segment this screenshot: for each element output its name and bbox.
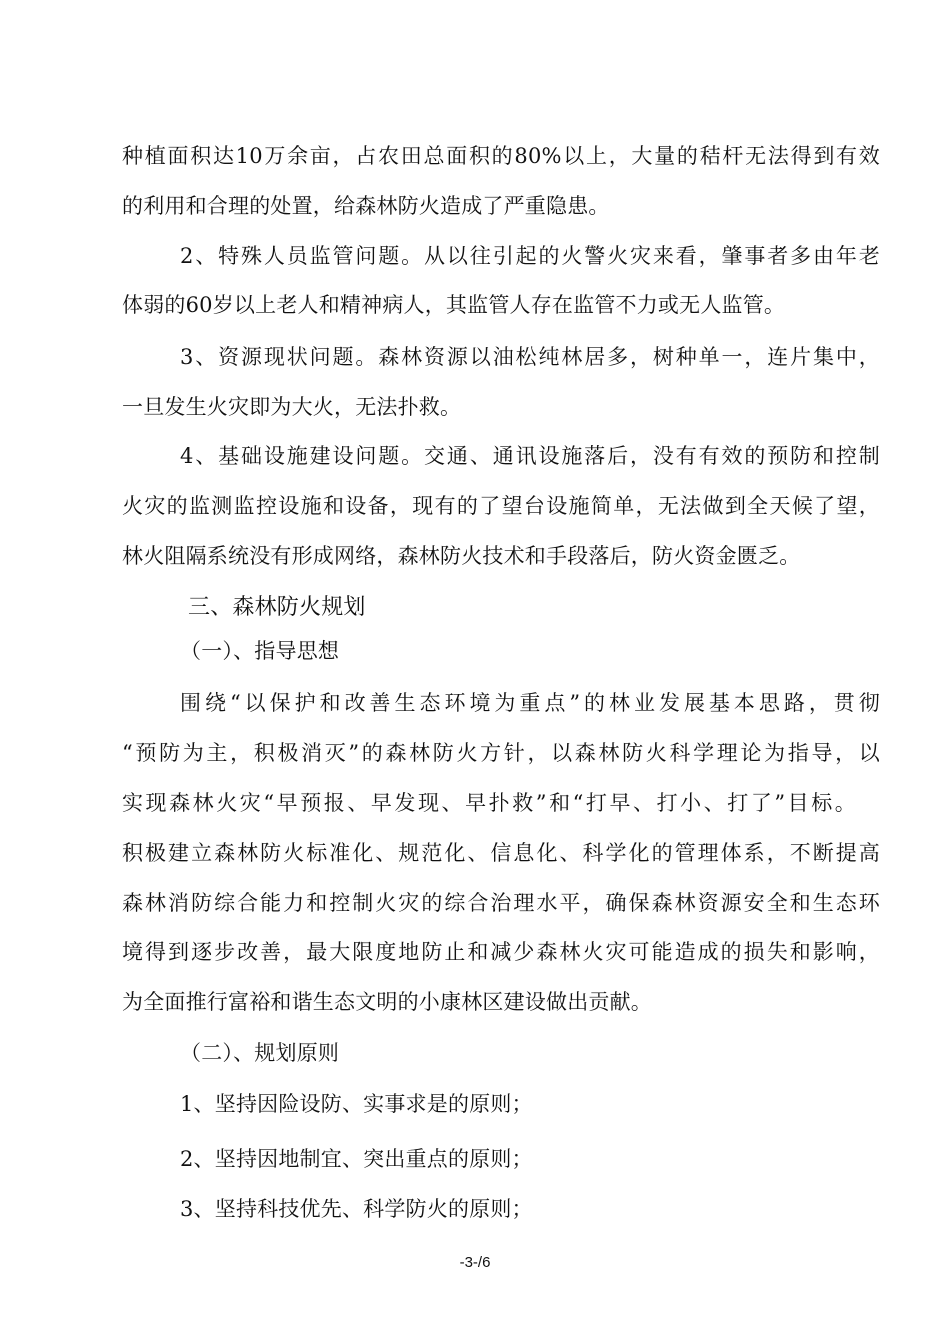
list-item: 1、坚持因险设防、实事求是的原则； bbox=[180, 1092, 533, 1116]
paragraph-line: 体弱的60岁以上老人和精神病人，其监管人存在监管不力或无人监管。 bbox=[122, 293, 786, 317]
paragraph-line: 森林消防综合能力和控制火灾的综合治理水平，确保森林资源安全和生态环 bbox=[122, 891, 880, 915]
list-item: 3、坚持科技优先、科学防火的原则； bbox=[180, 1197, 533, 1221]
paragraph-line: 一旦发生火灾即为大火，无法扑救。 bbox=[122, 395, 462, 419]
list-item: 2、坚持因地制宜、突出重点的原则； bbox=[180, 1147, 533, 1171]
section-heading: 三、森林防火规划 bbox=[188, 595, 366, 620]
paragraph-line: 实现森林火灾“早预报、早发现、早扑救”和“打早、打小、打了”目标。 bbox=[122, 791, 856, 815]
paragraph-line: 2、特殊人员监管问题。从以往引起的火警火灾来看，肇事者多由年老 bbox=[180, 244, 880, 268]
paragraph-line: 4、基础设施建设问题。交通、通讯设施落后，没有有效的预防和控制 bbox=[180, 444, 880, 468]
paragraph-line: 为全面推行富裕和谐生态文明的小康林区建设做出贡献。 bbox=[122, 990, 652, 1014]
paragraph-line: 种植面积达10万余亩，占农田总面积的80%以上，大量的秸杆无法得到有效 bbox=[122, 144, 880, 168]
paragraph-line: 境得到逐步改善，最大限度地防止和减少森林火灾可能造成的损失和影响， bbox=[122, 940, 880, 964]
paragraph-line: 积极建立森林防火标准化、规范化、信息化、科学化的管理体系，不断提高 bbox=[122, 841, 880, 865]
paragraph-line: 围绕“以保护和改善生态环境为重点”的林业发展基本思路，贯彻 bbox=[180, 691, 880, 715]
page-number: -3-/6 bbox=[459, 1254, 491, 1271]
paragraph-line: 林火阻隔系统没有形成网络，森林防火技术和手段落后，防火资金匮乏。 bbox=[122, 544, 801, 568]
paragraph-line: 火灾的监测监控设施和设备，现有的了望台设施简单，无法做到全天候了望， bbox=[122, 494, 880, 518]
subsection-heading: （一）、指导思想 bbox=[180, 639, 340, 663]
paragraph-line: 的利用和合理的处置，给森林防火造成了严重隐患。 bbox=[122, 194, 610, 218]
paragraph-line: “预防为主，积极消灭”的森林防火方针，以森林防火科学理论为指导，以 bbox=[122, 741, 880, 765]
paragraph-line: 3、资源现状问题。森林资源以油松纯林居多，树种单一，连片集中， bbox=[180, 345, 880, 369]
subsection-heading: （二）、规划原则 bbox=[180, 1041, 340, 1065]
